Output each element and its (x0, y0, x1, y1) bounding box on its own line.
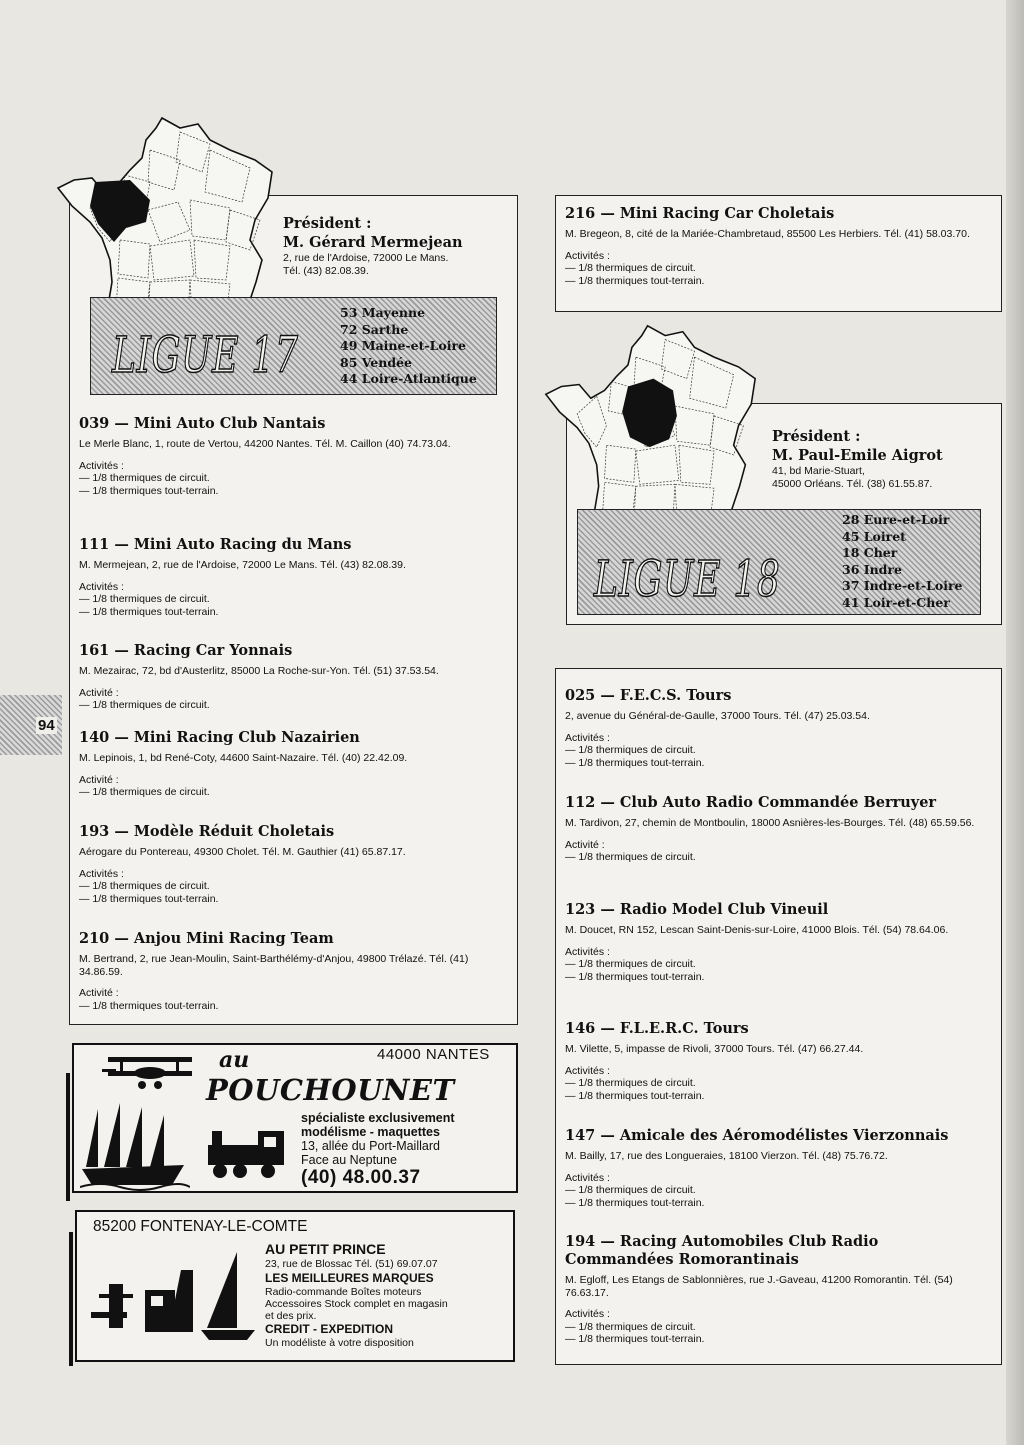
ad-shop-name: POUCHOUNET (206, 1073, 455, 1107)
club-161 (79, 642, 507, 712)
activity-label: Activité : (79, 686, 119, 699)
activity-item: — 1/8 thermiques de circuit. (565, 1320, 696, 1333)
activity-label: Activités : (79, 580, 124, 593)
ligue17-label: LIGUE 17 (112, 326, 299, 384)
department: 72 Sarthe (340, 321, 409, 337)
activity-label: Activités : (565, 1064, 610, 1077)
page-number-tab (0, 695, 62, 755)
club-address: M. Bregeon, 8, cité de la Mariée-Chambretaud, 85500 Les Herbiers. Tél. (41) 58.03.70. (565, 228, 970, 240)
club-address: M. Doucet, RN 152, Lescan Saint-Denis-sur-Loire, 41000 Blois. Tél. (54) 78.64.06. (565, 924, 949, 936)
activity-item: — 1/8 thermiques tout-terrain. (565, 274, 705, 287)
club-address: M. Vilette, 5, impasse de Rivoli, 37000 Tours. Tél. (47) 66.27.44. (565, 1043, 864, 1055)
activity-item: — 1/8 thermiques de circuit. (565, 262, 696, 274)
club-title: 123 — Radio Model Club Vineuil (565, 901, 829, 918)
ad-line: spécialiste exclusivement (301, 1111, 455, 1125)
ad-city: 85200 FONTENAY-LE-COMTE (93, 1218, 308, 1235)
club-title: 216 — Mini Racing Car Choletais (565, 205, 835, 222)
activity-item: — 1/8 thermiques tout-terrain. (79, 892, 219, 905)
club-title: 112 — Club Auto Radio Commandée Berruyer (565, 794, 937, 811)
club-title: 111 — Mini Auto Racing du Mans (79, 536, 352, 553)
club-address: M. Mermejean, 2, rue de l'Ardoise, 72000 Le Mans. Tél. (43) 82.08.39. (79, 559, 406, 571)
activity-item: — 1/8 thermiques de circuit. (79, 880, 210, 892)
activity-item: — 1/8 thermiques tout-terrain. (565, 1196, 705, 1209)
club-title: 161 — Racing Car Yonnais (79, 642, 293, 659)
club-039 (79, 415, 507, 497)
activity-item: — 1/8 thermiques tout-terrain. (565, 970, 705, 983)
president-address: 2, rue de l'Ardoise, 72000 Le Mans. (283, 252, 449, 264)
activity-label: Activités : (565, 249, 610, 262)
activity-label: Activités : (565, 1308, 610, 1320)
activity-item: — 1/8 thermiques de circuit. (79, 786, 210, 798)
club-123 (565, 901, 993, 983)
president-name: M. Gérard Mermejean (283, 234, 463, 251)
ad-credit: CREDIT - EXPEDITION (265, 1322, 394, 1336)
department: 36 Indre (842, 561, 902, 577)
sailing-ship-icon (80, 1101, 190, 1191)
club-title: 193 — Modèle Réduit Choletais (79, 823, 335, 840)
ad-prefix: au (219, 1047, 250, 1073)
club-title: 210 — Anjou Mini Racing Team (79, 930, 334, 947)
club-111 (79, 536, 507, 618)
club-address: M. Egloff, Les Etangs de Sablonnières, rue J.-Gaveau, 41200 Romorantin. Tél. (54) 76.63.17. (565, 1274, 953, 1299)
club-address: M. Tardivon, 27, chemin de Montboulin, 18000 Asnières-les-Bourges. Tél. (48) 65.59.56. (565, 817, 975, 829)
president-label: Président : (283, 215, 372, 232)
club-title: 025 — F.E.C.S. Tours (565, 687, 732, 704)
activity-label: Activité : (79, 987, 119, 999)
activity-label: Activité : (565, 838, 605, 851)
activity-item: — 1/8 thermiques tout-terrain. (565, 756, 705, 769)
activity-label: Activité : (79, 773, 119, 786)
activity-item: — 1/8 thermiques de circuit. (79, 593, 210, 605)
department: 18 Cher (842, 545, 898, 560)
president-label: Président : (772, 428, 861, 445)
activity-item: — 1/8 thermiques de circuit. (565, 744, 696, 756)
club-216 (565, 205, 993, 287)
ad-line: Un modéliste à votre disposition (265, 1337, 414, 1349)
ligue17-president (283, 215, 508, 278)
ad-line: Accessoires Stock complet en magasin (265, 1298, 448, 1310)
club-147 (565, 1127, 993, 1209)
activity-item: — 1/8 thermiques tout-terrain. (79, 999, 219, 1012)
department: 85 Vendée (340, 354, 412, 370)
activity-item: — 1/8 thermiques de circuit. (565, 1184, 696, 1196)
club-title: 147 — Amicale des Aéromodélistes Vierzonnais (565, 1127, 949, 1144)
activity-item: — 1/8 thermiques tout-terrain. (79, 484, 219, 497)
page-number: 94 (38, 717, 55, 734)
club-address: M. Mezairac, 72, bd d'Austerlitz, 85000 La Roche-sur-Yon. Tél. (51) 37.53.54. (79, 665, 439, 677)
club-146 (565, 1020, 993, 1102)
club-210 (79, 930, 507, 1012)
club-025 (565, 687, 993, 769)
club-address: M. Lepinois, 1, bd René-Coty, 44600 Saint-Nazaire. Tél. (40) 22.42.09. (79, 752, 408, 764)
president-address: 41, bd Marie-Stuart, (772, 465, 865, 477)
president-name: M. Paul-Emile Aigrot (772, 447, 943, 464)
club-address: Aérogare du Pontereau, 49300 Cholet. Tél. M. Gauthier (41) 65.87.17. (79, 846, 406, 858)
club-address: Le Merle Blanc, 1, route de Vertou, 44200 Nantes. Tél. M. Caillon (40) 74.73.04. (79, 438, 451, 450)
department: 37 Indre-et-Loire (842, 578, 963, 593)
ad-address: 23, rue de Blossac Tél. (51) 69.07.07 (265, 1258, 438, 1270)
department: 49 Maine-et-Loire (340, 338, 466, 353)
club-title: 146 — F.L.E.R.C. Tours (565, 1020, 749, 1037)
ad-line: Radio-commande Boîtes moteurs (265, 1286, 422, 1298)
ligue18-departments (842, 512, 962, 611)
activity-label: Activités : (79, 867, 124, 880)
department: 28 Eure-et-Loir (842, 512, 950, 527)
club-140 (79, 729, 507, 799)
president-phone: 45000 Orléans. Tél. (38) 61.55.87. (772, 478, 933, 490)
club-address: M. Bailly, 17, rue des Longueraies, 18100 Vierzon. Tél. (48) 75.76.72. (565, 1150, 888, 1162)
ligue18-president (772, 428, 994, 491)
ad-city: 44000 NANTES (377, 1046, 490, 1063)
activity-item: — 1/8 thermiques de circuit. (79, 472, 210, 484)
club-194 (565, 1233, 993, 1346)
club-title: 194 — Racing Automobiles Club Radio Commandées Romorantinais (565, 1233, 879, 1268)
activity-item: — 1/8 thermiques tout-terrain. (565, 1333, 705, 1345)
ad-phone: (40) 48.00.37 (301, 1167, 421, 1188)
club-112 (565, 794, 993, 864)
ad-shop-name: AU PETIT PRINCE (265, 1241, 386, 1257)
activity-item: — 1/8 thermiques tout-terrain. (565, 1089, 705, 1102)
club-title: 039 — Mini Auto Club Nantais (79, 415, 326, 432)
department: 41 Loir-et-Cher (842, 594, 950, 610)
department: 44 Loire-Atlantique (340, 371, 477, 386)
page-edge (1006, 0, 1024, 1445)
ad-petit-prince (75, 1210, 515, 1362)
ad-line: et des prix. (265, 1310, 317, 1322)
activity-item: — 1/8 thermiques de circuit. (565, 1077, 696, 1089)
activity-item: — 1/8 thermiques de circuit. (565, 851, 696, 863)
locomotive-icon (202, 1125, 292, 1183)
activity-item: — 1/8 thermiques tout-terrain. (79, 605, 219, 618)
activity-label: Activités : (565, 1171, 610, 1184)
club-address: M. Bertrand, 2, rue Jean-Moulin, Saint-Barthélémy-d'Anjou, 49800 Trélazé. Tél. (41) 34.86.59. (79, 953, 469, 978)
activity-item: — 1/8 thermiques de circuit. (565, 958, 696, 970)
department: 45 Loiret (842, 528, 906, 544)
activity-label: Activités : (79, 459, 124, 472)
president-phone: Tél. (43) 82.08.39. (283, 265, 369, 277)
ligue17-departments (340, 305, 477, 388)
department: 53 Mayenne (340, 305, 426, 320)
activity-label: Activités : (565, 945, 610, 958)
activity-label: Activités : (565, 731, 610, 744)
ligue18-label: LIGUE 18 (594, 550, 781, 608)
ad-line: modélisme - maquettes (301, 1125, 440, 1139)
ad-line: 13, allée du Port-Maillard (301, 1139, 440, 1153)
club-address: 2, avenue du Général-de-Gaulle, 37000 Tours. Tél. (47) 25.03.54. (565, 710, 870, 722)
club-title: 140 — Mini Racing Club Nazairien (79, 729, 360, 746)
ad-pouchounet (72, 1043, 518, 1193)
club-193 (79, 823, 507, 905)
ad-line: Face au Neptune (301, 1153, 397, 1167)
model-hobby-icon (89, 1250, 259, 1340)
biplane-icon (100, 1051, 200, 1097)
activity-item: — 1/8 thermiques de circuit. (79, 699, 210, 711)
ad-headline: LES MEILLEURES MARQUES (265, 1271, 434, 1285)
